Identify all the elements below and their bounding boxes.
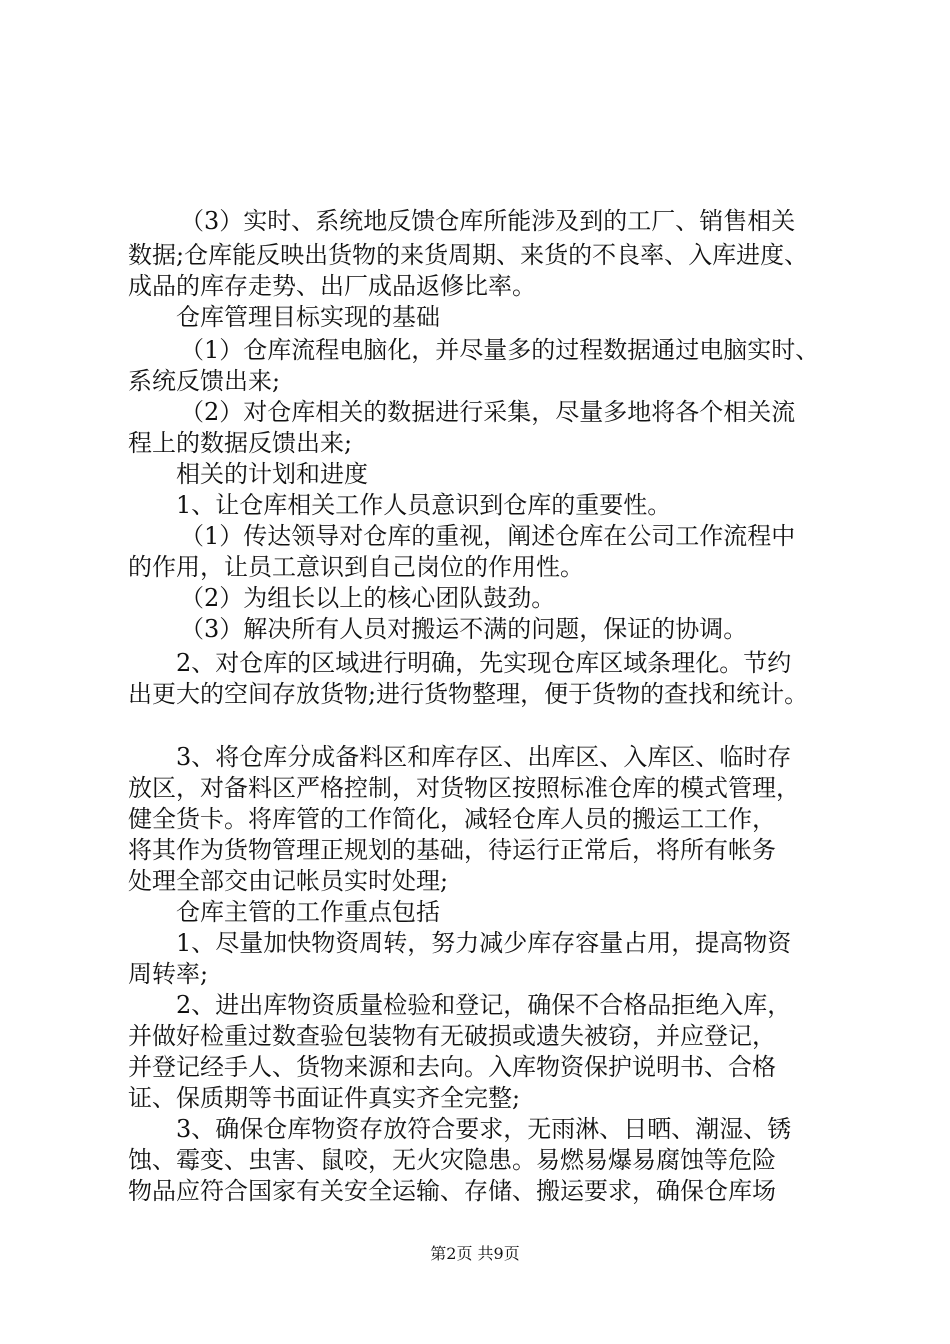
text-line: 的作用，让员工意识到自己岗位的作用性。	[128, 553, 584, 581]
text-line: 健全货卡。将库管的工作简化，减轻仓库人员的搬运工工作，	[128, 805, 776, 833]
text-line: （2）为组长以上的核心团队鼓劲。	[180, 584, 556, 612]
text-line: 将其作为货物管理正规划的基础，待运行正常后，将所有帐务	[128, 836, 776, 864]
text-line: 1、让仓库相关工作人员意识到仓库的重要性。	[176, 491, 672, 519]
section-heading: 仓库主管的工作重点包括	[176, 898, 440, 926]
text-line: 3、将仓库分成备料区和库存区、出库区、入库区、临时存	[176, 743, 792, 771]
text-line: 2、对仓库的区域进行明确，先实现仓库区域条理化。节约	[176, 649, 792, 677]
text-line: 物品应符合国家有关安全运输、存储、搬运要求，确保仓库场	[128, 1177, 776, 1205]
text-line: 并做好检重过数查验包装物有无破损或遗失被窃，并应登记，	[128, 1022, 776, 1050]
section-heading: 仓库管理目标实现的基础	[176, 303, 440, 331]
section-heading: 相关的计划和进度	[176, 460, 368, 488]
text-line: 成品的库存走势、出厂成品返修比率。	[128, 272, 536, 300]
page-number-footer: 第2页 共9页	[430, 1244, 520, 1263]
text-line: 3、确保仓库物资存放符合要求，无雨淋、日晒、潮湿、锈	[176, 1115, 792, 1143]
text-line: 系统反馈出来;	[128, 367, 281, 395]
text-line: （2）对仓库相关的数据进行采集，尽量多地将各个相关流	[180, 398, 796, 426]
text-line: （3）实时、系统地反馈仓库所能涉及到的工厂、销售相关	[180, 207, 796, 235]
text-line: 周转率;	[128, 960, 209, 988]
text-line: 处理全部交由记帐员实时处理;	[128, 867, 449, 895]
text-line: 出更大的空间存放货物;进行货物整理，便于货物的查找和统计。	[128, 680, 809, 708]
text-line: 程上的数据反馈出来;	[128, 429, 353, 457]
text-line: （3）解决所有人员对搬运不满的问题，保证的协调。	[180, 615, 748, 643]
text-line: 蚀、霉变、虫害、鼠咬，无火灾隐患。易燃易爆易腐蚀等危险	[128, 1146, 776, 1174]
text-line: 2、进出库物资质量检验和登记，确保不合格品拒绝入库，	[176, 991, 792, 1019]
text-line: （1）传达领导对仓库的重视，阐述仓库在公司工作流程中	[180, 522, 796, 550]
text-line: 1、尽量加快物资周转，努力减少库存容量占用，提高物资	[176, 929, 792, 957]
text-line: 放区，对备料区严格控制，对货物区按照标准仓库的模式管理，	[128, 774, 800, 802]
text-line: 数据;仓库能反映出货物的来货周期、来货的不良率、入库进度、	[128, 241, 809, 269]
text-line: （1）仓库流程电脑化，并尽量多的过程数据通过电脑实时、	[180, 336, 820, 364]
text-line: 并登记经手人、货物来源和去向。入库物资保护说明书、合格	[128, 1053, 776, 1081]
text-line: 证、保质期等书面证件真实齐全完整;	[128, 1084, 521, 1112]
